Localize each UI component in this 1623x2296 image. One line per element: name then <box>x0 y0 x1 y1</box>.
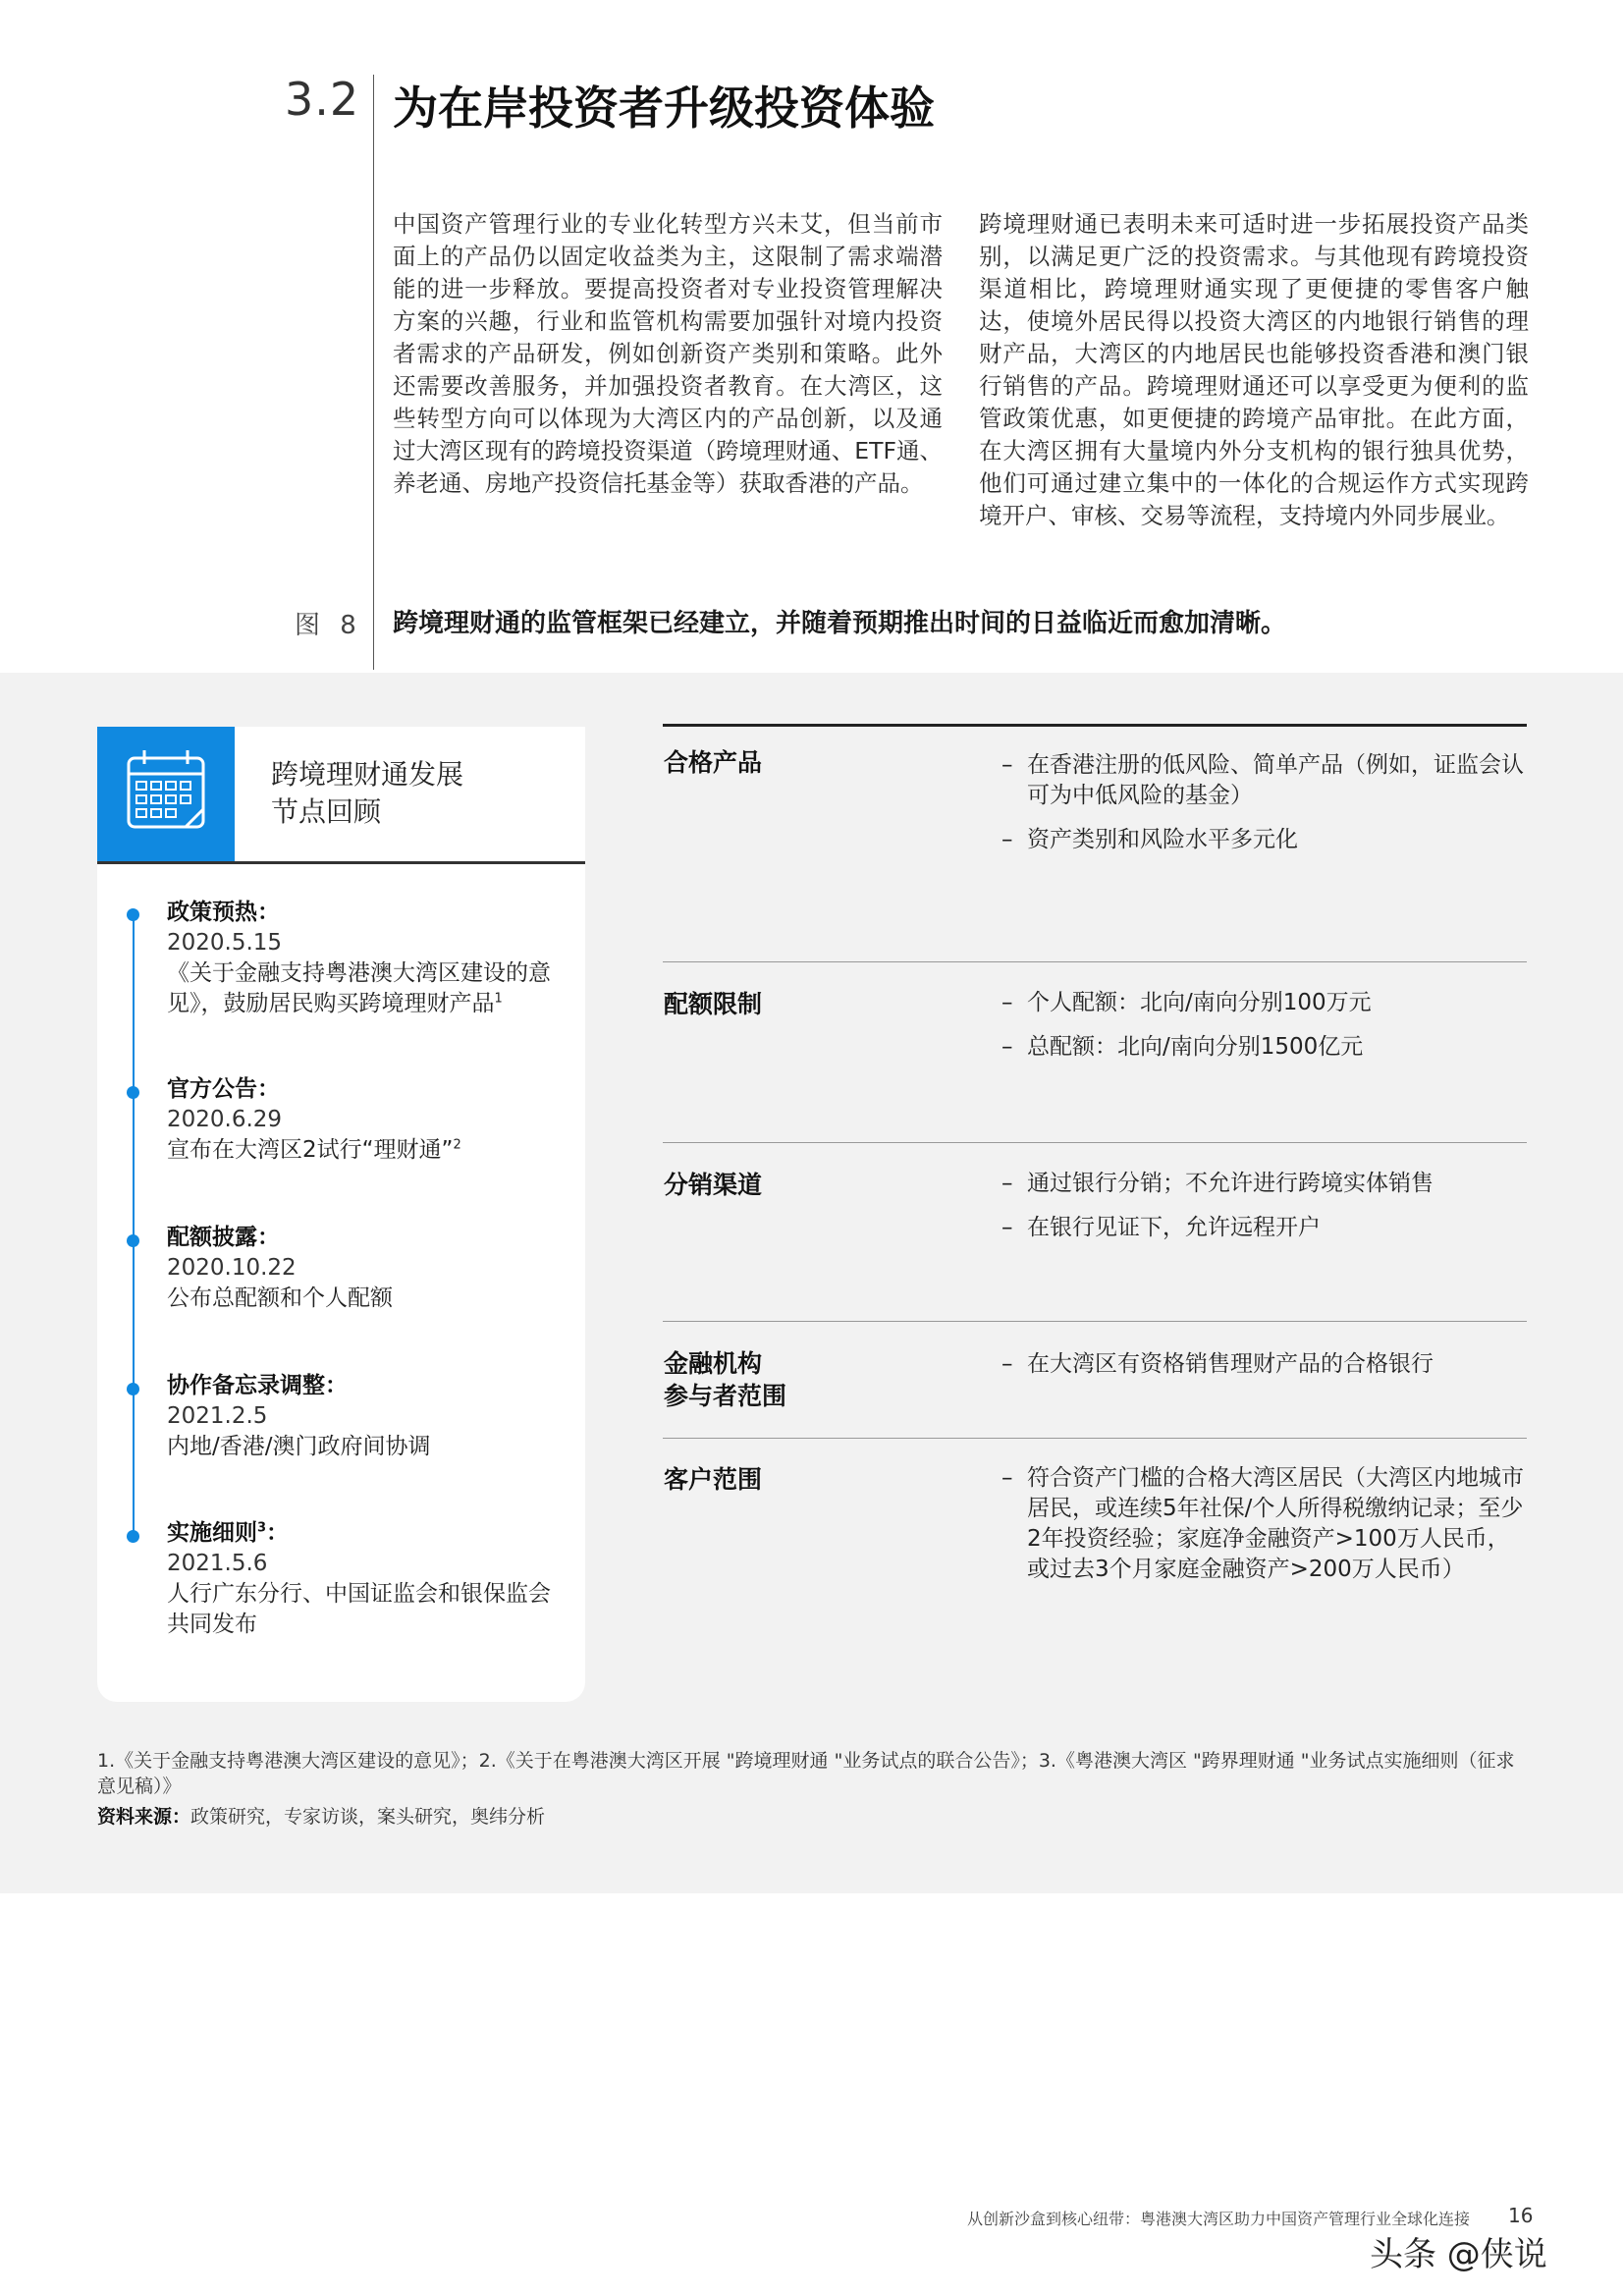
timeline-dot <box>127 1234 139 1247</box>
section-divider <box>373 75 374 670</box>
table-row-head-line2: 参与者范围 <box>664 1382 787 1410</box>
table-row-item: – 通过银行分销；不允许进行跨境实体销售 <box>1001 1169 1532 1199</box>
table-top-rule <box>663 724 1527 727</box>
timeline-item-desc: 公布总配额和个人配额 <box>167 1285 393 1311</box>
table-row-head-line1: 金融机构 <box>664 1349 763 1378</box>
timeline-dot <box>127 908 139 921</box>
source-note: 资料来源：政策研究，专家访谈，案头研究，奥纬分析 <box>97 1806 546 1828</box>
timeline-item <box>167 1074 569 1166</box>
section-number: 3.2 <box>285 73 360 126</box>
footnotes: 1.《关于金融支持粤港澳大湾区建设的意见》；2.《关于在粤港澳大湾区开展 "跨境理财通 "业务试点的联合公告》；3.《粤港澳大湾区 "跨界理财通 "业务试点实施细则（征求意见稿）》 <box>97 1750 1515 1797</box>
timeline-item-date: 2020.6.29 <box>167 1107 283 1132</box>
timeline-item-desc: 《关于金融支持粤港澳大湾区建设的意见》，鼓励居民购买跨境理财产品$^1$ <box>167 960 551 1016</box>
timeline-item-date: 2020.10.22 <box>167 1255 297 1281</box>
running-title: 从创新沙盒到核心纽带：粤港澳大湾区助力中国资产管理行业全球化连接 <box>967 2210 1471 2228</box>
timeline-header-line1: 跨境理财通发展 <box>271 758 464 791</box>
table-row-item: – 总配额：北向/南向分别1500亿元 <box>1001 1032 1532 1063</box>
table-row-items <box>1001 1169 1532 1257</box>
table-row-head: 分销渠道 <box>664 1171 763 1199</box>
table-row-head: 配额限制 <box>664 990 763 1018</box>
section-title: 为在岸投资者升级投资体验 <box>393 82 935 135</box>
timeline-item-title: 配额披露： <box>167 1225 280 1250</box>
table-row-divider <box>663 1438 1527 1439</box>
table-row-item: – 符合资产门槛的合格大湾区居民（大湾区内地城市居民，或连续5年社保/个人所得税缴纳记录；至少2年投资经验；家庭净金融资产>100万人民币，或过去3个月家庭金融资产>200万人民币） <box>1001 1463 1532 1585</box>
timeline-item-title: 实施细则$^3$： <box>167 1520 290 1546</box>
table-row-item: – 在大湾区有资格销售理财产品的合格银行 <box>1001 1349 1532 1380</box>
timeline-item-title: 政策预热： <box>167 900 280 925</box>
figure-label: 图 8 <box>295 611 362 640</box>
calendar-icon-box <box>97 727 235 862</box>
timeline-item <box>167 898 569 1019</box>
timeline-header-rule <box>97 861 585 864</box>
timeline-item <box>167 1518 569 1640</box>
table-row-items <box>1001 1463 1532 1599</box>
figure-caption: 跨境理财通的监管框架已经建立，并随着预期推出时间的日益临近而愈加清晰。 <box>393 609 1287 638</box>
table-row-divider <box>663 961 1527 962</box>
timeline-item-desc: 宣布在大湾区2试行“理财通”$^2$ <box>167 1137 461 1163</box>
timeline-item-title: 协作备忘录调整： <box>167 1373 348 1398</box>
watermark: 头条 @侠说 <box>1370 2235 1547 2274</box>
table-row-head: 合格产品 <box>664 748 763 777</box>
body-paragraph-right: 跨境理财通已表明未来可适时进一步拓展投资产品类别，以满足更广泛的投资需求。与其他现有跨境投资渠道相比，跨境理财通实现了更便捷的零售客户触达，使境外居民得以投资大湾区的内地银行销售的理财产品，大湾区的内地居民也能够投资香港和澳门银行销售的产品。跨境理财通还可以享受更为便利的监管政策优惠，如更便捷的跨境产品审批。在此方面，在大湾区拥有大量境内外分支机构的银行独具优势，他们可通过建立集中的一体化的合规运作方式实现跨境开户、审核、交易等流程，支持境内外同步展业。 <box>979 210 1529 529</box>
table-row-divider <box>663 1142 1527 1143</box>
table-row-item: – 在银行见证下，允许远程开户 <box>1001 1213 1532 1243</box>
page-number: 16 <box>1508 2204 1534 2227</box>
timeline-axis <box>133 913 135 1542</box>
table-row-items <box>1001 988 1532 1076</box>
table-row-head: 客户范围 <box>664 1465 763 1494</box>
table-row-items <box>1001 1349 1532 1394</box>
timeline-item-date: 2021.2.5 <box>167 1403 268 1429</box>
table-row-item: – 资产类别和风险水平多元化 <box>1001 825 1532 855</box>
timeline-header-line2: 节点回顾 <box>271 795 382 828</box>
calendar-icon <box>97 727 235 862</box>
table-row-divider <box>663 1321 1527 1322</box>
body-column-right <box>979 208 1529 532</box>
timeline-dot <box>127 1086 139 1099</box>
body-paragraph-left: 中国资产管理行业的专业化转型方兴未艾，但当前市面上的产品仍以固定收益类为主，这限制了需求端潜能的进一步释放。要提高投资者对专业投资管理解决方案的兴趣，行业和监管机构需要加强针对境内投资者需求的产品研发，例如创新资产类别和策略。此外还需要改善服务，并加强投资者教育。在大湾区，这些转型方向可以体现为大湾区内的产品创新，以及通过大湾区现有的跨境投资渠道（跨境理财通、ETF通、养老通、房地产投资信托基金等）获取香港的产品。 <box>393 210 943 497</box>
table-row-items <box>1001 750 1532 869</box>
body-column-left <box>393 208 943 500</box>
timeline-dot <box>127 1530 139 1543</box>
timeline-item-desc: 人行广东分行、中国证监会和银保监会共同发布 <box>167 1581 551 1637</box>
timeline-item-date: 2020.5.15 <box>167 930 283 956</box>
timeline-item-date: 2021.5.6 <box>167 1551 268 1576</box>
timeline-item <box>167 1371 569 1462</box>
timeline-item-desc: 内地/香港/澳门政府间协调 <box>167 1434 431 1459</box>
timeline-header <box>271 756 463 831</box>
table-row-head <box>664 1347 786 1412</box>
timeline-item <box>167 1223 569 1314</box>
timeline-item-title: 官方公告： <box>167 1076 280 1102</box>
table-row-item: – 个人配额：北向/南向分别100万元 <box>1001 988 1532 1018</box>
timeline-dot <box>127 1383 139 1395</box>
table-row-item: – 在香港注册的低风险、简单产品（例如，证监会认可为中低风险的基金） <box>1001 750 1532 811</box>
